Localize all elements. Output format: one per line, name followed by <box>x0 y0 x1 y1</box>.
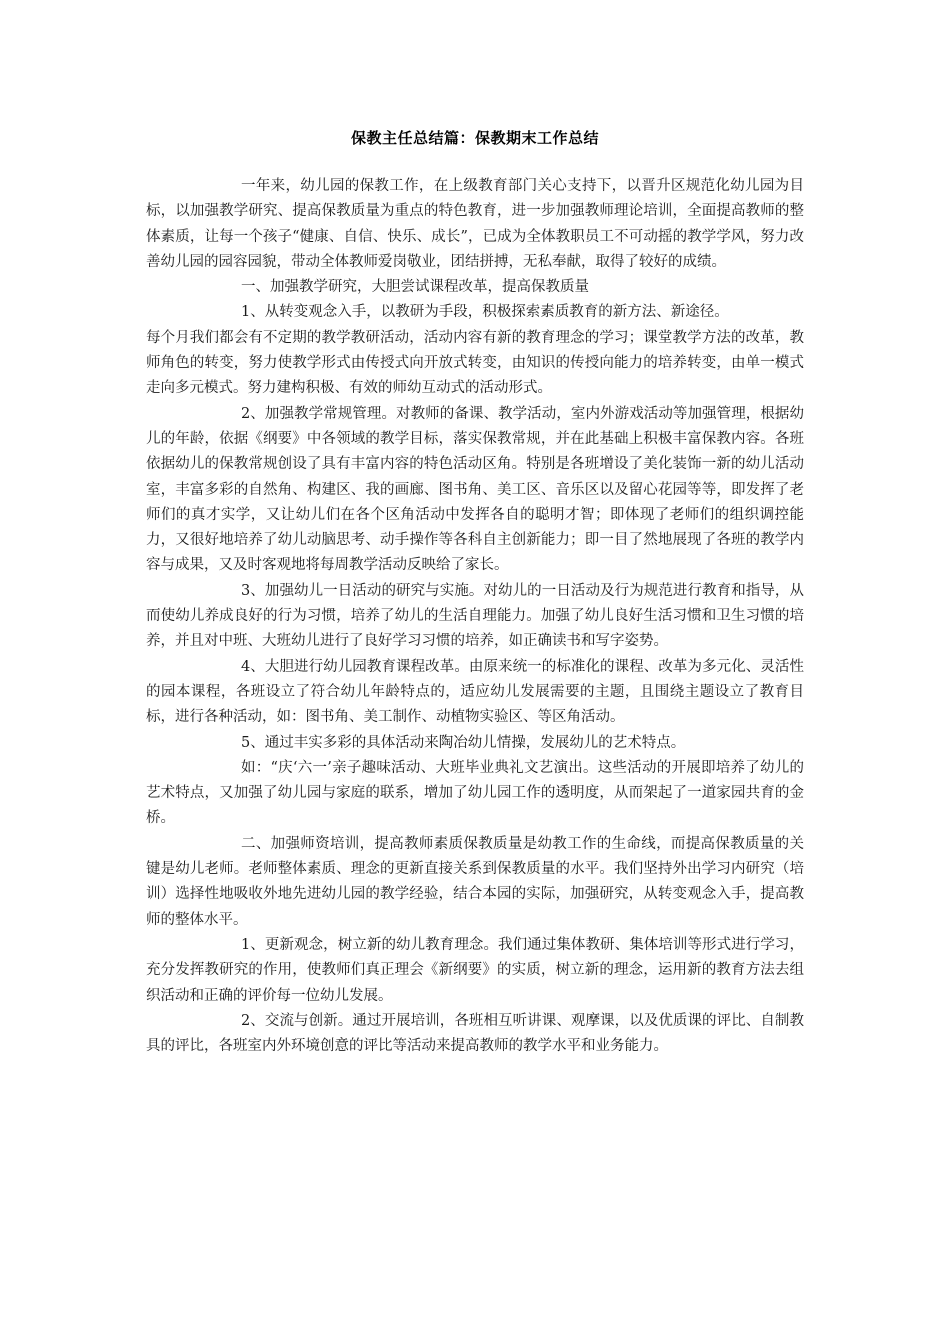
paragraph-item-1: 1、从转变观念入手，以教研为手段，积极探索素质教育的新方法、新途径。 <box>241 304 729 321</box>
document-body <box>146 174 804 1059</box>
paragraph-section2-item-2: 2、交流与创新。通过开展培训，各班相互听讲课、观摩课，以及优质课的评比、自制教具的评比，各班室内外环境创意的评比等活动来提高教师的教学水平和业务能力。 <box>146 1012 804 1055</box>
paragraph-item-5: 5、通过丰实多彩的具体活动来陶冶幼儿情操，发展幼儿的艺术特点。 <box>241 734 686 751</box>
section-heading-2: 二、加强师资培训，提高教师素质保教质量是幼教工作的生命线，而提高保教质量的关键是幼儿老师。老师整体素质、理念的更新直接关系到保教质量的水平。我们坚持外出学习内研究（培训）选择性地吸收外地先进幼儿园的教学经验，结合本园的实际，加强研究，从转变观念入手，提高教师的整体水平。 <box>146 835 804 928</box>
section-heading-1: 一、加强教学研究，大胆尝试课程改革，提高保教质量 <box>241 279 589 296</box>
paragraph-item-1-detail: 每个月我们都会有不定期的教学教研活动，活动内容有新的教育理念的学习；课堂教学方法的改革，教师角色的转变，努力使教学形式由传授式向开放式转变，由知识的传授向能力的培养转变，由单一模式走向多元模式。努力建构积极、有效的师幼互动式的活动形式。 <box>146 329 804 397</box>
paragraph-intro: 一年来，幼儿园的保教工作，在上级教育部门关心支持下，以晋升区规范化幼儿园为目标，以加强教学研究、提高保教质量为重点的特色教育，进一步加强教师理论培训，全面提高教师的整体素质，让每一个孩子“健康、自信、快乐、成长”，已成为全体教职员工不可动摇的教学学风，努力改善幼儿园的园容园貌，带动全体教师爱岗敬业，团结拼搏，无私奉献，取得了较好的成绩。 <box>146 178 804 270</box>
paragraph-item-5-example: 如：“庆‘六一’亲子趣味活动、大班毕业典礼文艺演出。这些活动的开展即培养了幼儿的艺术特点，又加强了幼儿园与家庭的联系，增加了幼儿园工作的透明度，从而架起了一道家园共育的金桥。 <box>146 759 804 827</box>
paragraph-item-3: 3、加强幼儿一日活动的研究与实施。对幼儿的一日活动及行为规范进行教育和指导，从而使幼儿养成良好的行为习惯，培养了幼儿的生活自理能力。加强了幼儿良好生活习惯和卫生习惯的培养，并且对中班、大班幼儿进行了良好学习习惯的培养，如正确读书和写字姿势。 <box>146 582 804 650</box>
paragraph-section2-item-1: 1、更新观念，树立新的幼儿教育理念。我们通过集体教研、集体培训等形式进行学习，充分发挥教研究的作用，使教师们真正理会《新纲要》的实质，树立新的理念，运用新的教育方法去组织活动和正确的评价每一位幼儿发展。 <box>146 936 804 1004</box>
paragraph-item-2: 2、加强教学常规管理。对教师的备课、教学活动，室内外游戏活动等加强管理，根据幼儿的年龄，依据《纲要》中各领域的教学目标，落实保教常规，并在此基础上积极丰富保教内容。各班依据幼儿的保教常规创设了具有丰富内容的特色活动区角。特别是各班增设了美化装饰一新的幼儿活动室，丰富多彩的自然角、构建区、我的画廊、图书角、美工区、音乐区以及留心花园等等，即发挥了老师们的真才实学，又让幼儿们在各个区角活动中发挥各自的聪明才智；即体现了老师们的组织调控能力，又很好地培养了幼儿动脑思考、动手操作等各科自主创新能力；即一目了然地展现了各班的教学内容与成果，又及时客观地将每周教学活动反映给了家长。 <box>146 405 804 574</box>
document-title: 保教主任总结篇：保教期末工作总结 <box>350 129 599 147</box>
paragraph-item-4: 4、大胆进行幼儿园教育课程改革。由原来统一的标准化的课程、改革为多元化、灵活性的园本课程，各班设立了符合幼儿年龄特点的，适应幼儿发展需要的主题，且围绕主题设立了教育目标，进行各种活动，如：图书角、美工制作、动植物实验区、等区角活动。 <box>146 658 804 726</box>
